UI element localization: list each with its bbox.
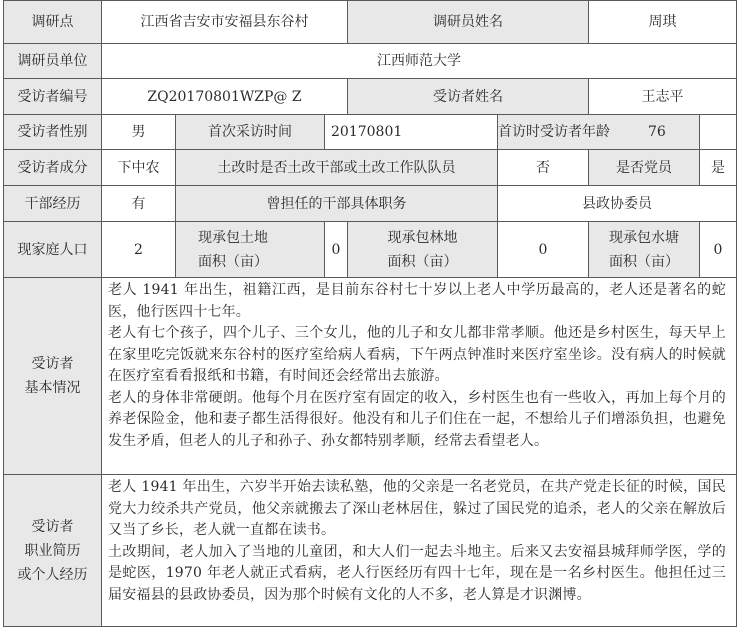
basic-info-label-line2: 基本情况 [24,380,81,396]
interviewee-class-label: 受访者成分 [4,150,102,186]
contract-forest-label-line2: 面积（亩） [387,253,458,270]
cadre-experience-label: 干部经历 [4,186,102,222]
career-paragraph: 老人 1941 年出生，六岁半开始去读私塾，他的父亲是一名老党员，在共产党走长征的时候，国民党大力绞杀共产党员，他父亲就搬去了深山老林居住，躲过了国民党的追杀，老人的父亲在解放后又当了乡长，老人就一直都在读书。 [108,479,726,538]
basic-info-paragraph: 老人的身体非常硬朗。他每个月在医疗室有固定的收入，乡村医生也有一些收入，再加上每个月的养老保险金，他和妻子都生活得很好。他没有和儿子们住在一起，不想给儿子们增添负担，也避免发生矛盾，但老人的儿子和孙子、孙女都特别孝顺，经常去看望老人。 [108,389,726,449]
interviewee-class-value: 下中农 [102,150,176,186]
interviewee-gender-value: 男 [102,115,176,150]
first-interview-time-value: 20170801 [325,115,498,150]
row-cadre-experience [4,186,737,222]
row-gender-time-age [4,115,737,150]
household-size-label: 现家庭人口 [4,222,102,278]
basic-info-paragraph: 老人 1941 年出生，祖籍江西，是目前东谷村七十岁以上老人中学历最高的，老人还是著名的蛇医，他行医四十七年。 [108,282,726,320]
cadre-position-value: 县政协委员 [498,186,737,222]
investigator-name-value: 周琪 [589,1,737,44]
investigator-unit-label: 调研员单位 [4,44,102,79]
contract-forest-label-line1: 现承包林地 [387,229,458,246]
survey-site-value: 江西省吉安市安福县东谷村 [102,1,348,44]
survey-site-label: 调研点 [4,1,102,44]
land-reform-cadre-value: 否 [498,150,589,186]
contract-land-value: 0 [325,222,348,278]
career-label-line2: 职业简历 [24,542,81,559]
career-text [102,475,737,627]
contract-land-label [176,222,325,278]
row-class-landreform-party [4,150,737,186]
interviewee-gender-label: 受访者性别 [4,115,102,150]
career-label [4,475,102,627]
contract-forest-value: 0 [498,222,589,278]
contract-forest-label [348,222,498,278]
career-label-line1: 受访者 [31,518,74,535]
cadre-position-label: 曾担任的干部具体职务 [176,186,498,222]
basic-info-label-line1: 受访者 [31,356,74,372]
age-at-first-interview-value: 76 [700,115,737,150]
row-basic-info [4,278,737,475]
row-household-contracts [4,222,737,278]
career-label-line3: 或个人经历 [17,566,88,583]
interviewee-id-label: 受访者编号 [4,79,102,115]
contract-pond-label-line2: 面积（亩） [609,253,679,270]
contract-pond-label [589,222,700,278]
basic-info-text [102,278,737,475]
land-reform-cadre-label: 土改时是否土改干部或土改工作队队员 [176,150,498,186]
row-investigator-unit [4,44,737,79]
first-interview-time-label: 首次采访时间 [176,115,325,150]
interview-form-table [3,0,737,627]
party-member-label: 是否党员 [589,150,700,186]
household-size-value: 2 [102,222,176,278]
investigator-unit-value: 江西师范大学 [102,44,737,79]
age-at-first-interview-label: 首访时受访者年龄 [498,115,700,150]
interviewee-name-label: 受访者姓名 [348,79,589,115]
cadre-experience-value: 有 [102,186,176,222]
contract-land-label-line1: 现承包土地 [198,229,268,246]
contract-pond-label-line1: 现承包水塘 [609,229,679,246]
row-survey-site [4,1,737,44]
contract-land-label-line2: 面积（亩） [198,253,268,270]
basic-info-label [4,278,102,475]
basic-info-paragraph: 老人有七个孩子，四个儿子、三个女儿，他的儿子和女儿都非常孝顺。他还是乡村医生，每天早上在家里吃完饭就来东谷村的医疗室给病人看病，下午两点钟准时来医疗室坐诊。没有病人的时候就在医疗室看看报纸和书籍，有时间还会经常出去旅游。 [108,325,726,384]
row-career [4,475,737,627]
row-interviewee-id [4,79,737,115]
interviewee-id-value: ZQ20170801WZP@ Z [102,79,348,115]
contract-pond-value: 0 [700,222,737,278]
party-member-value: 是 [700,150,737,186]
interviewee-name-value: 王志平 [589,79,737,115]
investigator-name-label: 调研员姓名 [348,1,589,44]
career-paragraph: 土改期间，老人加入了当地的儿童团，和大人们一起去斗地主。后来又去安福县城拜师学医，学的是蛇医，1970 年老人就正式看病，老人行医经历有四十七年，现在是一名乡村医生。他担任过三届安福县的县政协委员，因为那个时候有文化的人不多，老人算是才识渊博。 [108,543,726,603]
